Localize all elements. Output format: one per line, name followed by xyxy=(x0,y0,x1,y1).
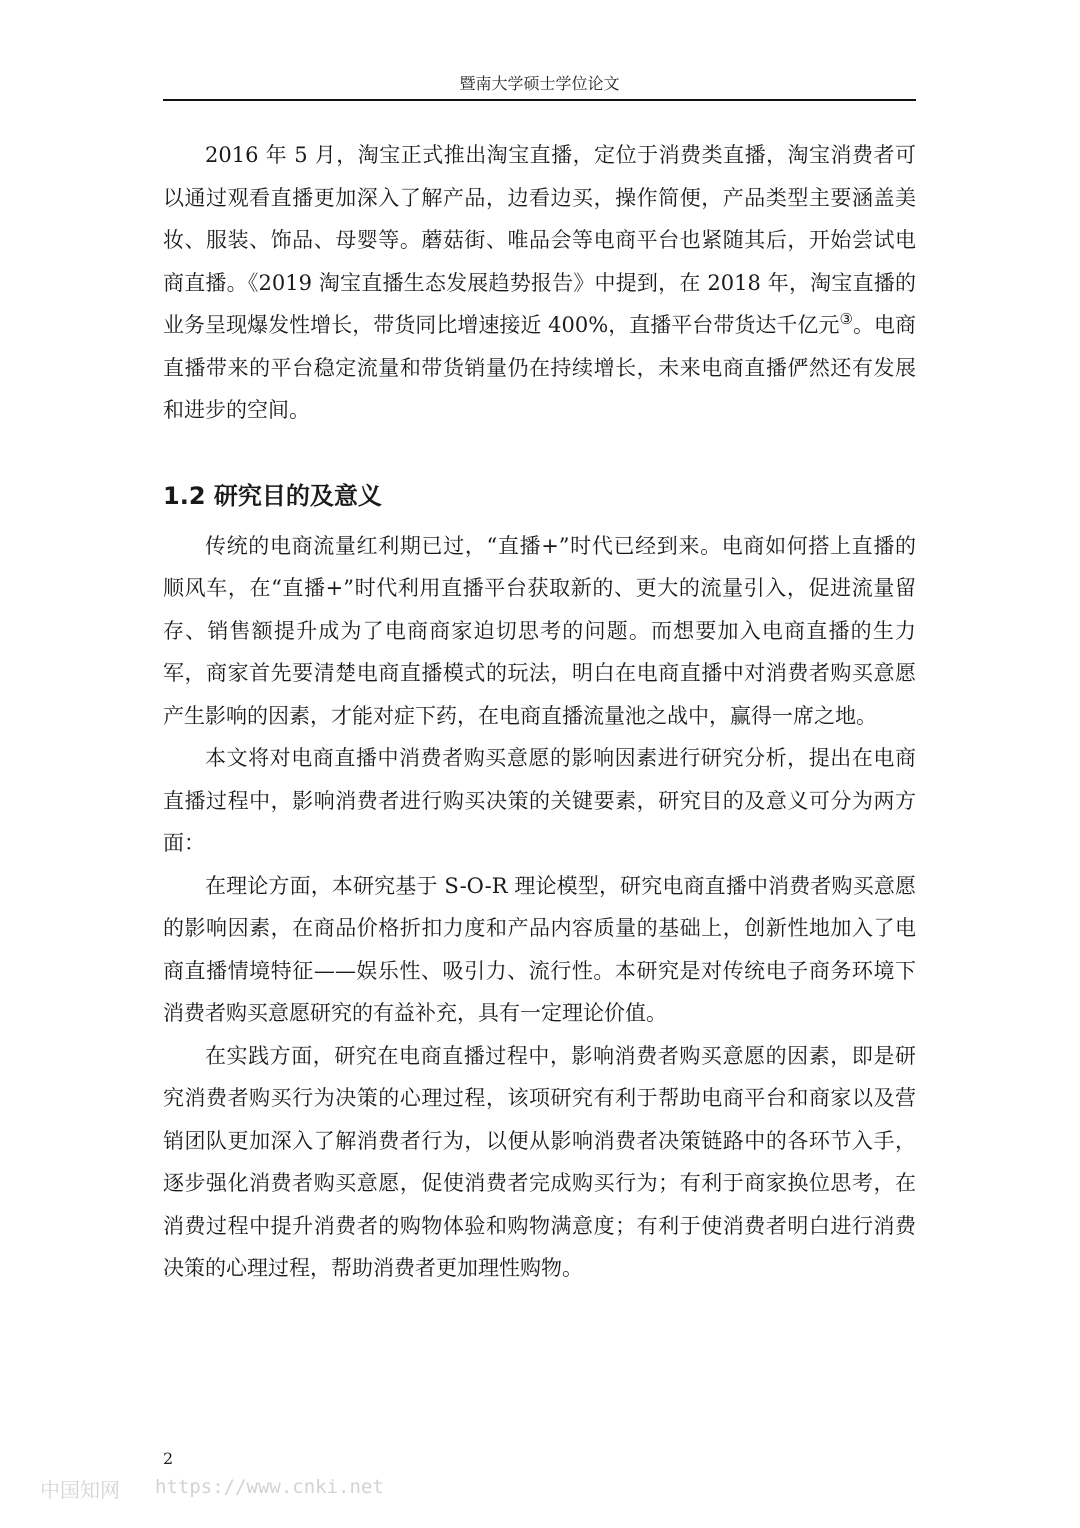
footnote-reference[interactable]: ③ xyxy=(839,310,853,328)
running-header: 暨南大学硕士学位论文 xyxy=(459,74,620,93)
page-number: 2 xyxy=(163,1449,174,1468)
intro-paragraph xyxy=(163,134,916,432)
section-paragraph: 传统的电商流量红利期已过，“直播+”时代已经到来。电商如何搭上直播的顺风车，在“直播+”时代利用直播平台获取新的、更大的流量引入，促进流量留存、销售额提升成为了电商商家迫切思考的问题。而想要加入电商直播的生力军，商家首先要清楚电商直播模式的玩法，明白在电商直播中对消费者购买意愿产生影响的因素，才能对症下药，在电商直播流量池之战中，赢得一席之地。 xyxy=(163,533,916,728)
watermark-brand: 中国知网 xyxy=(40,1478,120,1502)
section-paragraph: 本文将对电商直播中消费者购买意愿的影响因素进行研究分析，提出在电商直播过程中，影响消费者进行购买决策的关键要素，研究目的及意义可分为两方面： xyxy=(163,746,916,855)
intro-paragraph-text-end: 。电商直播带来的平台稳定流量和带货销量仍在持续增长，未来电商直播俨然还有发展和进步的空间。 xyxy=(163,313,917,422)
section-paragraph: 在理论方面，本研究基于 S-O-R 理论模型，研究电商直播中消费者购买意愿的影响因素，在商品价格折扣力度和产品内容质量的基础上，创新性地加入了电商直播情境特征——娱乐性、吸引力、流行性。本研究是对传统电子商务环境下消费者购买意愿研究的有益补充，具有一定理论价值。 xyxy=(163,873,916,1025)
page-content xyxy=(163,134,916,1290)
header-divider xyxy=(163,99,916,101)
section-paragraph: 在实践方面，研究在电商直播过程中，影响消费者购买意愿的因素，即是研究消费者购买行为决策的心理过程，该项研究有利于帮助电商平台和商家以及营销团队更加深入了解消费者行为，以便从影响消费者决策链路中的各环节入手，逐步强化消费者购买意愿，促使消费者完成购买行为；有利于商家换位思考，在消费过程中提升消费者的购物体验和购物满意度；有利于使消费者明白进行消费决策的心理过程，帮助消费者更加理性购物。 xyxy=(163,1043,916,1280)
intro-paragraph-text: 2016 年 5 月，淘宝正式推出淘宝直播，定位于消费类直播，淘宝消费者可以通过观看直播更加深入了解产品，边看边买，操作简便，产品类型主要涵盖美妆、服装、饰品、母婴等。蘑菇街、唯品会等电商平台也紧随其后，开始尝试电商直播。《2019 淘宝直播生态发展趋势报告》中提到，在 2018 年，淘宝直播的业务呈现爆发性增长，带货同比增速接近 400%，直播平台带货达千亿元 xyxy=(163,143,916,337)
section-heading: 1.2 研究目的及意义 xyxy=(163,481,382,510)
watermark-url: https://www.cnki.net xyxy=(155,1476,384,1498)
